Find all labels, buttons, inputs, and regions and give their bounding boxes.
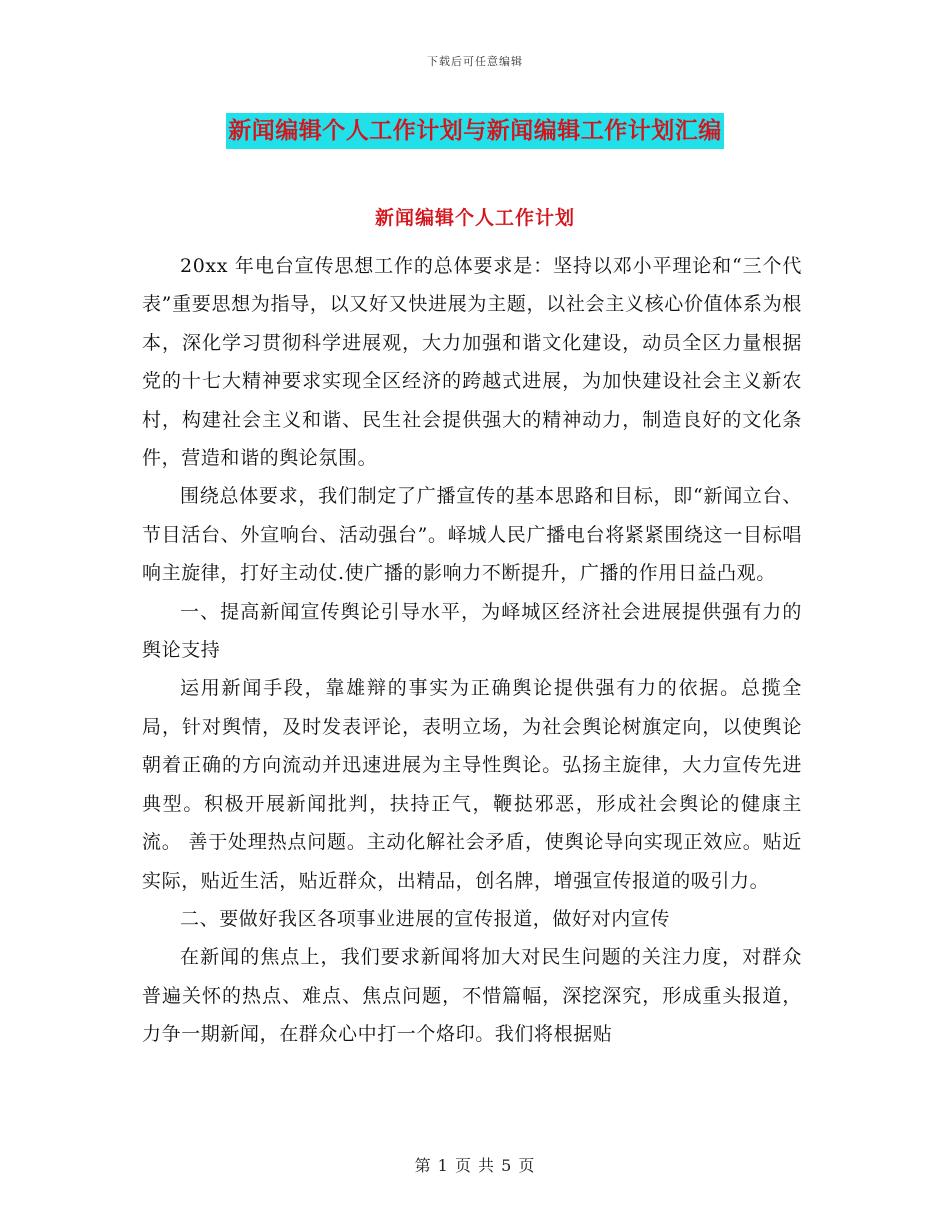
document-body — [142, 247, 802, 1054]
section-title: 新闻编辑个人工作计划 — [374, 207, 575, 229]
document-title — [0, 113, 950, 149]
paragraph: 20xx 年电台宣传思想工作的总体要求是：坚持以邓小平理论和“三个代表”重要思想为指导，以又好又快进展为主题，以社会主义核心价值体系为根本，深化学习贯彻科学进展观，大力加强和谐文化建设，动员全区力量根据党的十七大精神要求实现全区经济的跨越式进展，为加快建设社会主义新农村，构建社会主义和谐、民生社会提供强大的精神动力，制造良好的文化条件，营造和谐的舆论氛围。 — [142, 255, 802, 470]
page-number: 第 1 页 共 5 页 — [414, 1156, 536, 1175]
paragraph: 运用新闻手段，靠雄辩的事实为正确舆论提供强有力的依据。总揽全局，针对舆情，及时发表评论，表明立场，为社会舆论树旗定向，以使舆论朝着正确的方向流动并迅速进展为主导性舆论。弘扬主旋律，大力宣传先进典型。积极开展新闻批判，扶持正气，鞭挞邪恶，形成社会舆论的健康主流。 善于处理热点问题。主动化解社会矛盾，使舆论导向实现正效应。贴近实际，贴近生活，贴近群众，出精品，创名牌，增强宣传报道的吸引力。 — [142, 677, 802, 892]
header-note: 下载后可任意编辑 — [427, 55, 523, 68]
paragraph: 在新闻的焦点上，我们要求新闻将加大对民生问题的关注力度，对群众普遍关怀的热点、难点、焦点问题，不惜篇幅，深挖深究，形成重头报道，力争一期新闻，在群众心中打一个烙印。我们将根据贴 — [142, 946, 802, 1046]
paragraph: 围绕总体要求，我们制定了广播宣传的基本思路和目标，即“新闻立台、节目活台、外宣响台、活动强台”。峄城人民广播电台将紧紧围绕这一目标唱响主旋律，打好主动仗.使广播的影响力不断提升，广播的作用日益凸观。 — [142, 485, 802, 585]
document-title-text: 新闻编辑个人工作计划与新闻编辑工作计划汇编 — [226, 113, 724, 149]
section-heading-1: 一、提高新闻宣传舆论引导水平，为峄城区经济社会进展提供强有力的舆论支持 — [142, 600, 802, 662]
section-heading-2: 二、要做好我区各项事业进展的宣传报道，做好对内宣传 — [180, 907, 671, 930]
